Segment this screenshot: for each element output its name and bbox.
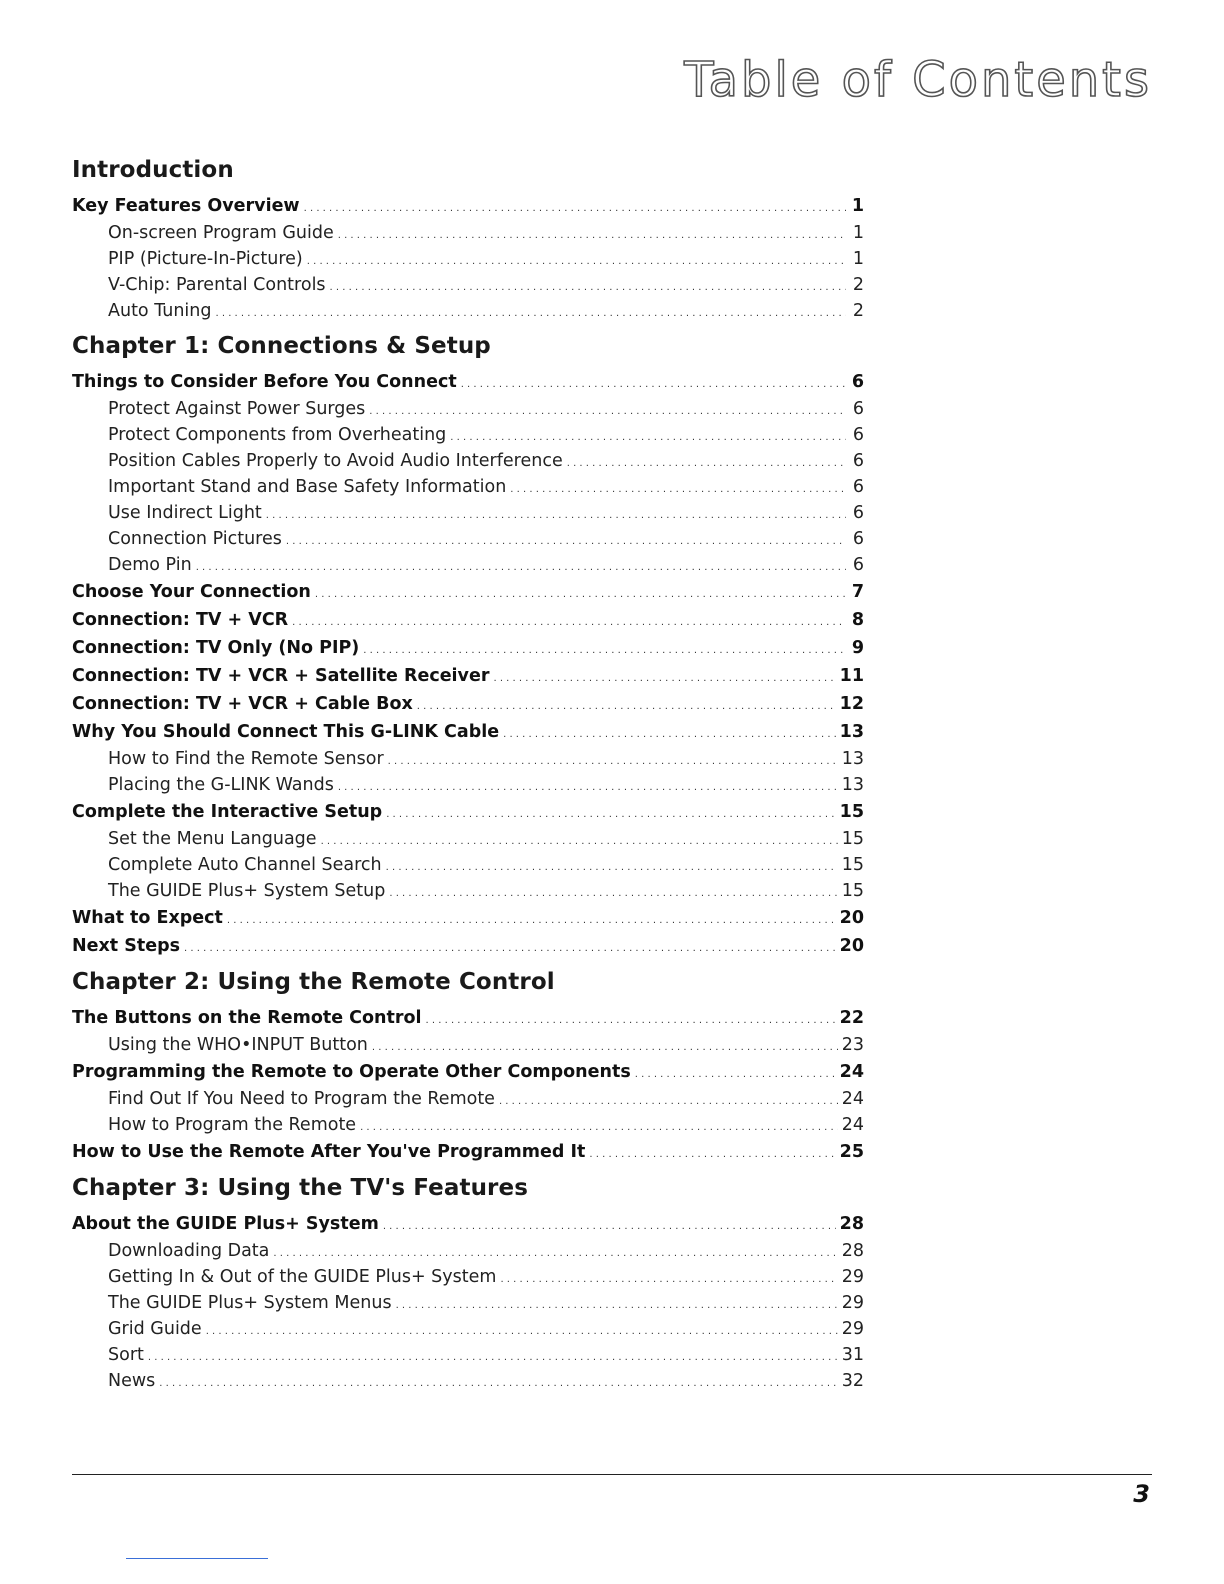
toc-entry[interactable]	[72, 1058, 864, 1086]
toc-entry-page: 6	[852, 477, 864, 497]
toc-subentry[interactable]	[72, 1316, 864, 1342]
toc-entry-label: Next Steps	[72, 936, 181, 956]
toc-entry-page: 13	[841, 749, 864, 769]
dot-leader	[426, 1004, 836, 1032]
dot-leader	[369, 396, 846, 422]
toc-entry-label: About the GUIDE Plus+ System	[72, 1214, 379, 1234]
toc-subentry[interactable]	[72, 396, 864, 422]
dot-leader	[330, 272, 846, 298]
dot-leader	[321, 826, 838, 852]
toc-subentry[interactable]	[72, 272, 864, 298]
toc-entry-page: 6	[852, 451, 864, 471]
toc-entry-label: On-screen Program Guide	[108, 223, 334, 243]
toc-entry-label: Connection: TV + VCR + Satellite Receiver	[72, 666, 490, 686]
toc-entry-page: 2	[852, 301, 864, 321]
toc-entry-page: 24	[839, 1062, 864, 1082]
dot-leader	[389, 878, 837, 904]
toc-entry-label: Set the Menu Language	[108, 829, 317, 849]
dot-leader	[292, 606, 846, 634]
toc-subentry[interactable]	[72, 1032, 864, 1058]
toc-entry-label: Using the WHO•INPUT Button	[108, 1035, 368, 1055]
dot-leader	[227, 904, 836, 932]
toc-subentry[interactable]	[72, 220, 864, 246]
dot-leader	[315, 578, 846, 606]
toc-entry-label: How to Program the Remote	[108, 1115, 357, 1135]
toc-subentry[interactable]	[72, 878, 864, 904]
section-heading: Introduction	[72, 157, 234, 183]
dot-leader	[383, 1210, 836, 1238]
toc-entry-label: Connection: TV + VCR	[72, 610, 289, 630]
toc-entry-page: 15	[841, 829, 864, 849]
toc-entry-page: 2	[852, 275, 864, 295]
dot-leader	[589, 1138, 835, 1166]
toc-entry-page: 29	[841, 1319, 864, 1339]
dot-leader	[500, 1264, 837, 1290]
toc-subentry[interactable]	[72, 1264, 864, 1290]
toc-entry-page: 29	[841, 1267, 864, 1287]
toc-subentry[interactable]	[72, 772, 864, 798]
toc-entry[interactable]	[72, 718, 864, 746]
toc-entry[interactable]	[72, 904, 864, 932]
toc-entry-label: Why You Should Connect This G-LINK Cable	[72, 722, 500, 742]
dot-leader	[184, 932, 836, 960]
toc-entry-label: Downloading Data	[108, 1241, 270, 1261]
toc-entry-label: Complete Auto Channel Search	[108, 855, 382, 875]
toc-entry[interactable]	[72, 662, 864, 690]
toc-entry-page: 24	[841, 1089, 864, 1109]
dot-leader	[635, 1058, 836, 1086]
toc-entry[interactable]	[72, 634, 864, 662]
toc-subentry[interactable]	[72, 552, 864, 578]
toc-subentry[interactable]	[72, 500, 864, 526]
toc-entry-page: 1	[852, 223, 864, 243]
link-underline-decoration	[126, 1558, 268, 1559]
toc-entry-page: 23	[841, 1035, 864, 1055]
toc-entry-label: Position Cables Properly to Avoid Audio Interference	[108, 451, 563, 471]
toc-entry-page: 20	[839, 908, 864, 928]
toc-entry[interactable]	[72, 1210, 864, 1238]
toc-entry-label: Getting In & Out of the GUIDE Plus+ System	[108, 1267, 497, 1287]
dot-leader	[215, 298, 846, 324]
toc-entry[interactable]	[72, 192, 864, 220]
toc-subentry[interactable]	[72, 1368, 864, 1394]
toc-entry-page: 32	[841, 1371, 864, 1391]
toc-entry-label: Sort	[108, 1345, 144, 1365]
toc-entry[interactable]	[72, 368, 864, 396]
toc-entry-page: 28	[841, 1241, 864, 1261]
toc-entry-label: Connection: TV + VCR + Cable Box	[72, 694, 413, 714]
dot-leader	[363, 634, 846, 662]
toc-entry-label: Things to Consider Before You Connect	[72, 372, 457, 392]
toc-subentry[interactable]	[72, 526, 864, 552]
toc-entry-page: 22	[839, 1008, 864, 1028]
toc-subentry[interactable]	[72, 298, 864, 324]
toc-entry[interactable]	[72, 798, 864, 826]
toc-entry-label: Protect Against Power Surges	[108, 399, 366, 419]
dot-leader	[386, 852, 838, 878]
toc-entry-label: Use Indirect Light	[108, 503, 262, 523]
dot-leader	[461, 368, 846, 396]
page-number: 3	[1133, 1480, 1150, 1508]
toc-entry-page: 15	[841, 881, 864, 901]
dot-leader	[493, 662, 835, 690]
toc-entry-label: Connection: TV Only (No PIP)	[72, 638, 360, 658]
toc-entry-page: 28	[839, 1214, 864, 1234]
dot-leader	[338, 220, 846, 246]
toc-entry-page: 12	[839, 694, 864, 714]
toc-subentry[interactable]	[72, 422, 864, 448]
section-heading: Chapter 2: Using the Remote Control	[72, 969, 555, 995]
dot-leader	[307, 246, 846, 272]
toc-entry-page: 13	[839, 722, 864, 742]
toc-entry-label: Important Stand and Base Safety Information	[108, 477, 507, 497]
dot-leader	[206, 1316, 838, 1342]
dot-leader	[567, 448, 846, 474]
dot-leader	[338, 772, 838, 798]
dot-leader	[499, 1086, 838, 1112]
toc-entry-list	[72, 192, 864, 324]
toc-entry-label: How to Use the Remote After You've Programmed It	[72, 1142, 586, 1162]
dot-leader	[386, 798, 835, 826]
toc-entry-page: 15	[839, 802, 864, 822]
dot-leader	[273, 1238, 837, 1264]
toc-subentry[interactable]	[72, 246, 864, 272]
table-of-contents	[72, 152, 864, 1398]
toc-entry-label: The GUIDE Plus+ System Setup	[108, 881, 386, 901]
dot-leader	[388, 746, 838, 772]
toc-entry-label: News	[108, 1371, 156, 1391]
dot-leader	[372, 1032, 838, 1058]
toc-entry-label: Programming the Remote to Operate Other Components	[72, 1062, 631, 1082]
toc-entry-label: Protect Components from Overheating	[108, 425, 447, 445]
toc-entry-list	[72, 368, 864, 960]
dot-leader	[396, 1290, 838, 1316]
toc-entry-label: Grid Guide	[108, 1319, 202, 1339]
toc-entry-page: 29	[841, 1293, 864, 1313]
toc-entry-label: Connection Pictures	[108, 529, 282, 549]
toc-entry-label: V-Chip: Parental Controls	[108, 275, 326, 295]
toc-entry-page: 1	[852, 249, 864, 269]
toc-entry-page: 8	[851, 610, 864, 630]
section-heading: Chapter 1: Connections & Setup	[72, 333, 491, 359]
toc-entry[interactable]	[72, 690, 864, 718]
toc-entry-page: 13	[841, 775, 864, 795]
toc-entry-label: Demo Pin	[108, 555, 192, 575]
toc-entry[interactable]	[72, 932, 864, 960]
toc-subentry[interactable]	[72, 1086, 864, 1112]
toc-entry-page: 25	[839, 1142, 864, 1162]
toc-entry-page: 6	[852, 555, 864, 575]
toc-entry-label: The GUIDE Plus+ System Menus	[108, 1293, 392, 1313]
dot-leader	[286, 526, 846, 552]
section-heading: Chapter 3: Using the TV's Features	[72, 1175, 528, 1201]
dot-leader	[360, 1112, 838, 1138]
dot-leader	[159, 1368, 837, 1394]
toc-entry-page: 24	[841, 1115, 864, 1135]
dot-leader	[266, 500, 846, 526]
toc-entry-label: What to Expect	[72, 908, 223, 928]
toc-entry[interactable]	[72, 1138, 864, 1166]
toc-entry-page: 6	[852, 503, 864, 523]
toc-entry-label: Key Features Overview	[72, 196, 300, 216]
toc-subentry[interactable]	[72, 1112, 864, 1138]
toc-entry-page: 7	[851, 582, 864, 602]
dot-leader	[304, 192, 846, 220]
toc-subentry[interactable]	[72, 746, 864, 772]
toc-entry-page: 11	[839, 666, 864, 686]
toc-entry-label: PIP (Picture-In-Picture)	[108, 249, 303, 269]
dot-leader	[148, 1342, 838, 1368]
toc-entry-label: Auto Tuning	[108, 301, 212, 321]
toc-subentry[interactable]	[72, 448, 864, 474]
dot-leader	[510, 474, 846, 500]
footer-divider	[72, 1474, 1152, 1475]
toc-entry-page: 1	[851, 196, 864, 216]
toc-subentry[interactable]	[72, 1342, 864, 1368]
toc-entry-page: 6	[852, 425, 864, 445]
toc-entry-label: The Buttons on the Remote Control	[72, 1008, 422, 1028]
toc-entry[interactable]	[72, 606, 864, 634]
toc-entry-page: 15	[841, 855, 864, 875]
toc-entry-label: Choose Your Connection	[72, 582, 311, 602]
toc-entry-list	[72, 1210, 864, 1394]
toc-entry-label: Complete the Interactive Setup	[72, 802, 383, 822]
toc-entry-page: 31	[841, 1345, 864, 1365]
toc-subentry[interactable]	[72, 826, 864, 852]
toc-entry-page: 6	[852, 529, 864, 549]
toc-entry-page: 6	[852, 399, 864, 419]
page-title: Table of Contents	[684, 52, 1152, 108]
dot-leader	[450, 422, 846, 448]
toc-entry[interactable]	[72, 578, 864, 606]
dot-leader	[196, 552, 846, 578]
toc-entry-label: Find Out If You Need to Program the Remote	[108, 1089, 495, 1109]
toc-entry-page: 20	[839, 936, 864, 956]
toc-entry-list	[72, 1004, 864, 1166]
toc-entry[interactable]	[72, 1004, 864, 1032]
toc-subentry[interactable]	[72, 474, 864, 500]
toc-subentry[interactable]	[72, 1290, 864, 1316]
toc-entry-label: Placing the G-LINK Wands	[108, 775, 334, 795]
dot-leader	[417, 690, 836, 718]
toc-entry-label: How to Find the Remote Sensor	[108, 749, 384, 769]
toc-entry-page: 6	[851, 372, 864, 392]
toc-subentry[interactable]	[72, 852, 864, 878]
toc-entry-page: 9	[851, 638, 864, 658]
toc-subentry[interactable]	[72, 1238, 864, 1264]
dot-leader	[503, 718, 836, 746]
